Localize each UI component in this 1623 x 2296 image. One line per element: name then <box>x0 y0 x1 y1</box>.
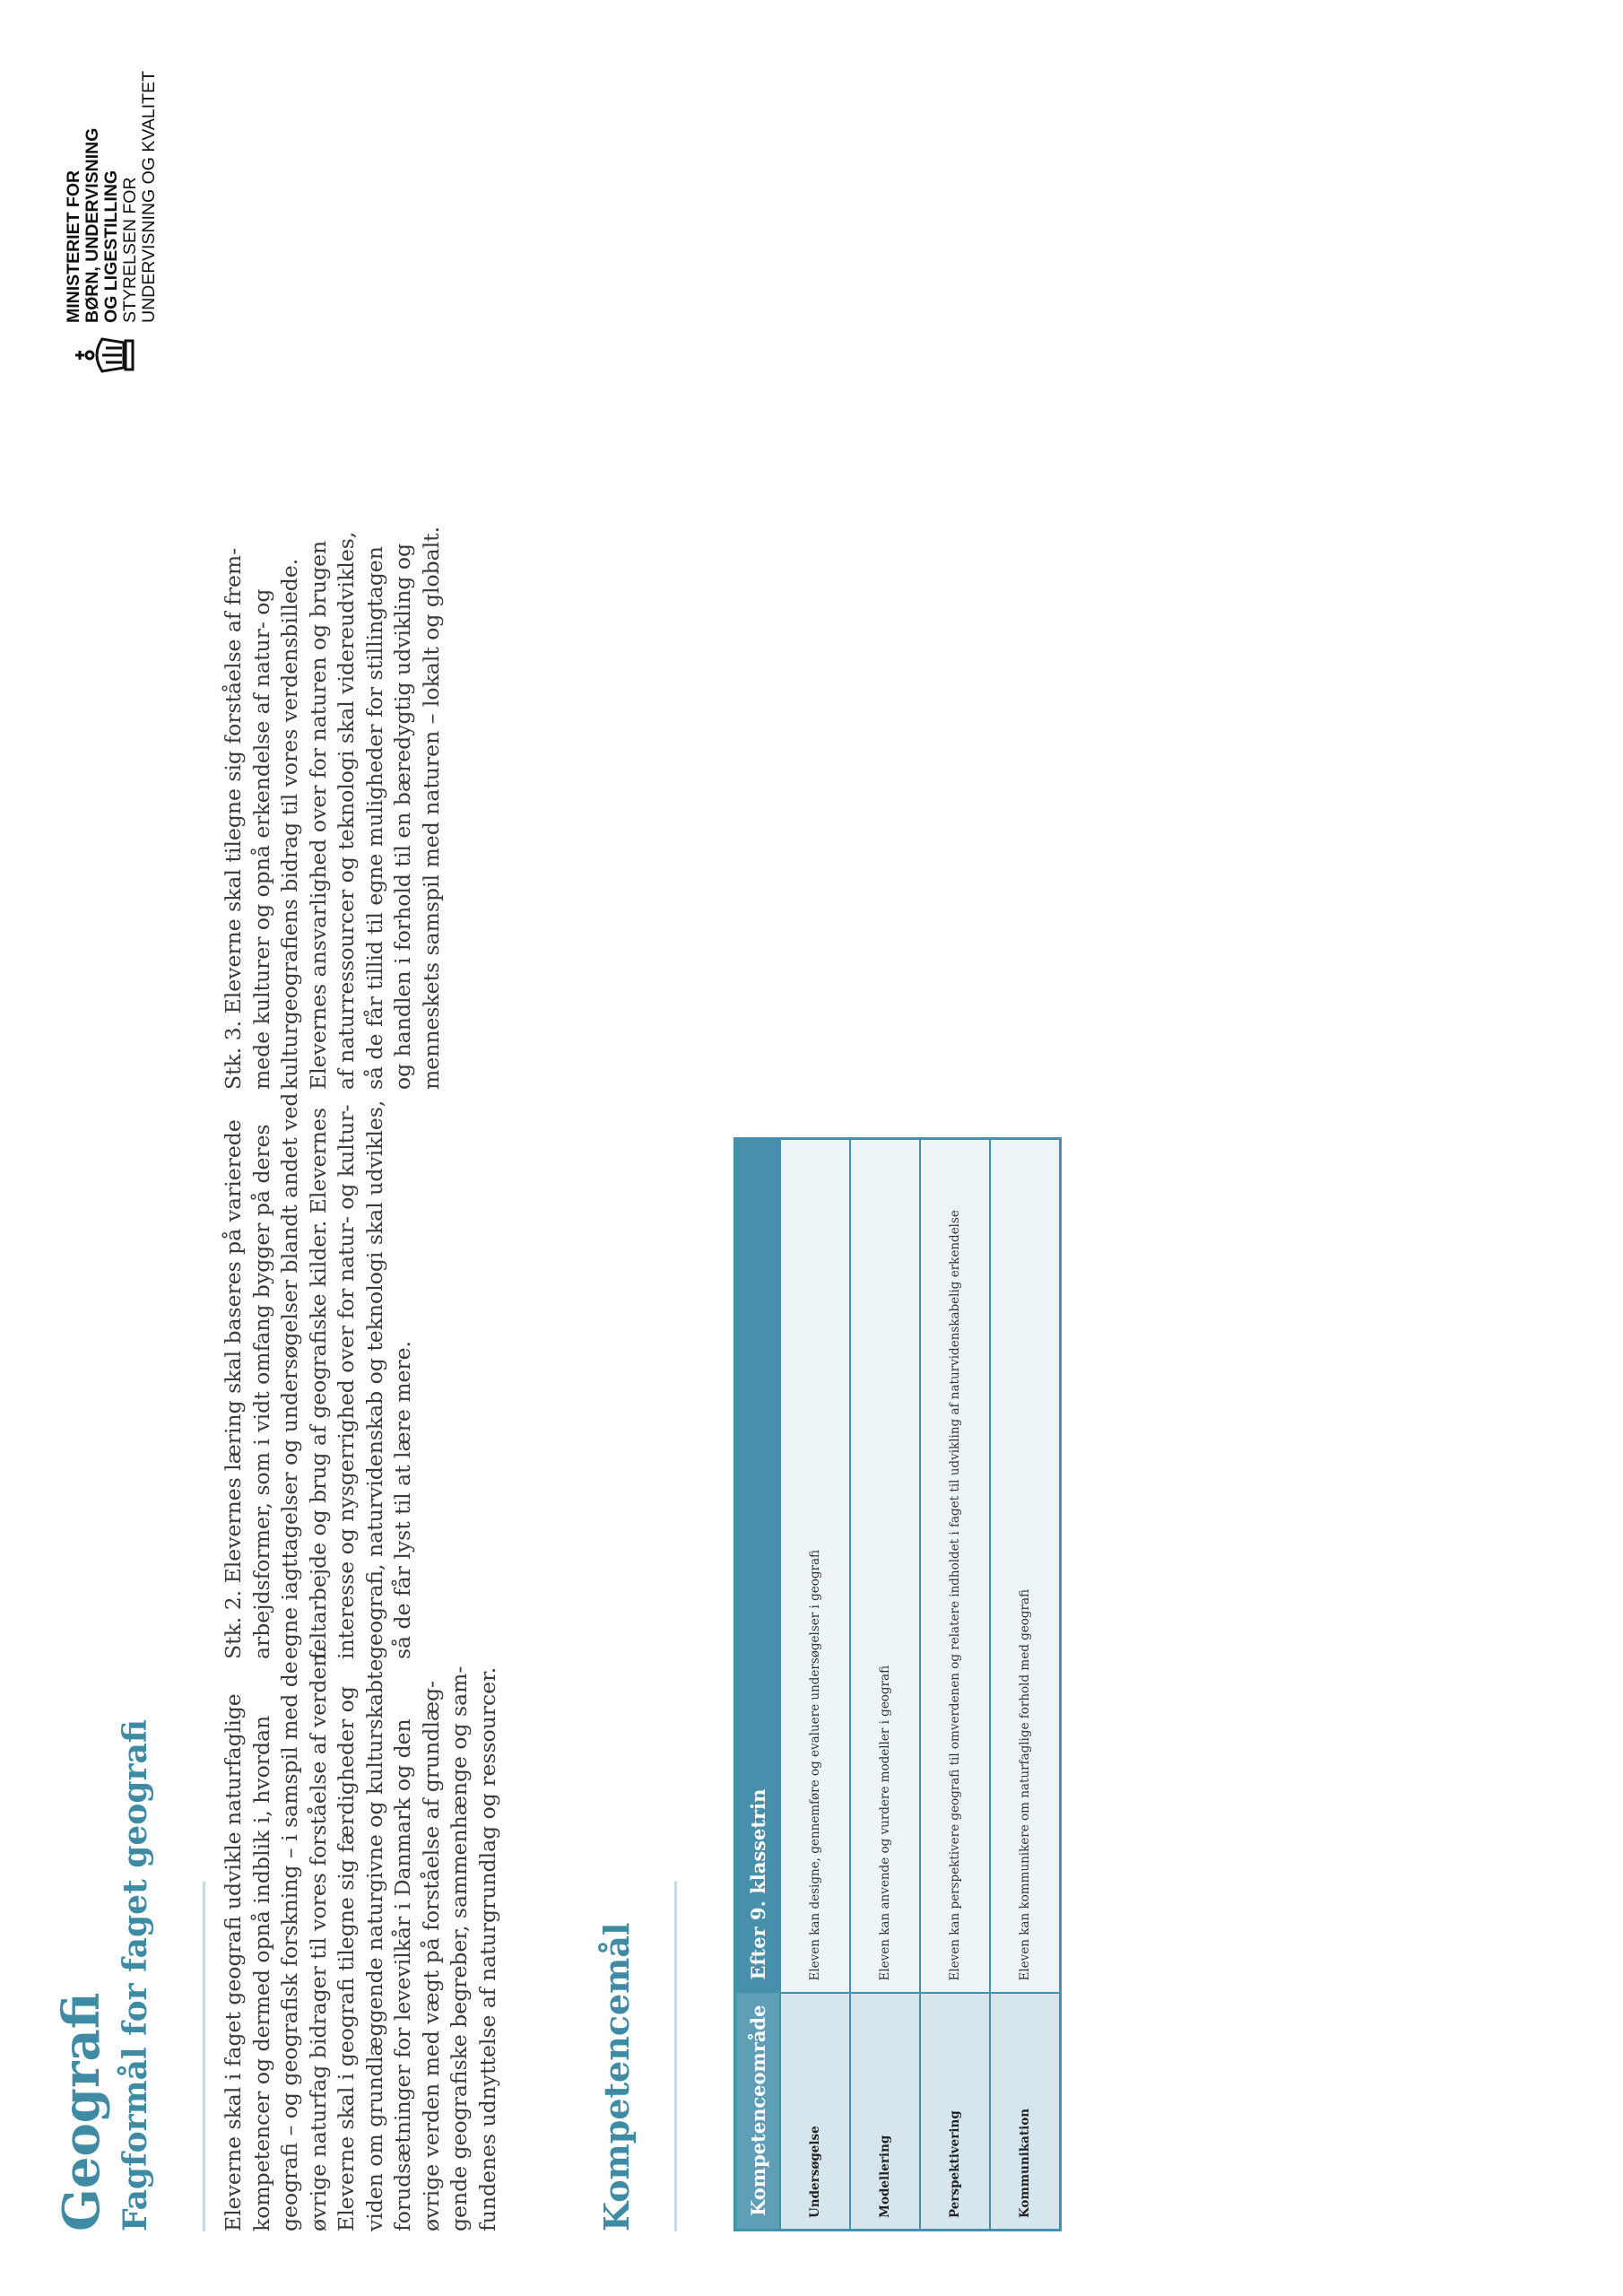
competence-goal: Eleven kan kommunikere om naturfaglige forhold med geografi <box>990 1139 1061 1993</box>
ministry-name <box>65 71 159 323</box>
text-line: Elevernes ansvarlighed over for naturen og brugen <box>305 540 331 1090</box>
table-row <box>920 1139 990 2231</box>
text-line: mede kulturer og opnå erkendelse af natur- og <box>248 588 274 1090</box>
intro-paragraph <box>220 1647 502 2231</box>
text-line: fundenes udnyttelse af naturgrundlag og ressourcer. <box>474 1666 500 2231</box>
text-line: viden om grundlæggende naturgivne og kulturskabte <box>361 1658 387 2231</box>
text-line: Eleverne skal i geografi tilegne sig færdigheder og <box>334 1686 359 2231</box>
table-row <box>990 1139 1061 2231</box>
text-line: gende geografiske begreber, sammenhænge og sam- <box>447 1665 472 2231</box>
text-line: egne iagttagelser og undersøgelser blandt andet ved <box>277 1092 302 1659</box>
text-line: menneskets samspil med naturen – lokalt og globalt. <box>418 526 444 1090</box>
text-line: interesse og nysgerrighed over for natur- og kultur- <box>334 1104 359 1659</box>
column-header: Kompetenceområde <box>735 1993 781 2231</box>
logo-line: MINISTERIET FOR <box>64 170 83 323</box>
text-line: af naturressourcer og teknologi skal videreudvikles, <box>334 531 359 1090</box>
stk3-paragraph <box>220 526 446 1090</box>
text-line: Eleverne skal i faget geografi udvikle naturfaglige <box>221 1693 246 2231</box>
stk2-paragraph <box>220 1093 418 1659</box>
divider <box>203 1882 205 2231</box>
competence-goal: Eleven kan anvende og vurdere modeller i geografi <box>850 1139 920 1993</box>
competence-area: Modellering <box>850 1993 920 2231</box>
text-line: feltarbejde og brug af geografiske kilder. Elevernes <box>305 1108 331 1659</box>
competence-goal: Eleven kan designe, gennemføre og evaluere undersøgelser i geografi <box>780 1139 850 1993</box>
text-line: og handlen i forhold til en bæredygtig udvikling og <box>390 543 415 1090</box>
text-line: så de får lyst til at lære mere. <box>390 1340 415 1659</box>
text-line: arbejdsformer, som i vidt omfang bygger på deres <box>248 1124 274 1659</box>
competence-area: Undersøgelse <box>780 1993 850 2231</box>
page-subtitle: Fagformål for faget geografi <box>117 1719 154 2231</box>
competence-area: Kommunikation <box>990 1993 1061 2231</box>
table-row <box>850 1139 920 2231</box>
text-line: kulturgeografiens bidrag til vores verdensbillede. <box>277 558 302 1090</box>
crown-icon <box>72 334 143 377</box>
logo-line: BØRN, UNDERVISNING <box>82 127 102 323</box>
text-line: Stk. 2. Elevernes læring skal baseres på varierede <box>221 1119 246 1659</box>
ministry-logo <box>65 54 172 377</box>
logo-line: UNDERVISNING OG KVALITET <box>139 71 159 323</box>
text-line: så de får tillid til egne muligheder for stillingtagen <box>361 546 387 1090</box>
section-heading-kompetencemaal: Kompetencemål <box>596 1922 637 2231</box>
text-line: Stk. 3. Eleverne skal tilegne sig forståelse af frem- <box>221 547 246 1090</box>
logo-line: STYRELSEN FOR <box>120 177 140 323</box>
competence-table <box>733 1137 1062 2231</box>
text-line: geografi, naturvidenskab og teknologi skal udvikles, <box>361 1100 387 1659</box>
competence-area: Perspektivering <box>920 1993 990 2231</box>
table-row <box>780 1139 850 2231</box>
column-header: Efter 9. klassetrin <box>735 1139 781 1993</box>
logo-line: OG LIGESTILLING <box>101 170 121 323</box>
page-title: Geografi <box>52 1992 111 2231</box>
divider <box>674 1882 677 2231</box>
text-line: øvrige naturfag bidrager til vores forståelse af verden. <box>305 1647 331 2231</box>
text-line: kompetencer og dermed opnå indblik i, hvordan <box>248 1715 274 2231</box>
text-line: øvrige verden med vægt på forståelse af grundlæg- <box>418 1681 444 2231</box>
text-line: geografi – og geografisk forskning – i samspil med de <box>277 1661 302 2231</box>
text-line: forudsætninger for levevilkår i Danmark og den <box>390 1718 415 2231</box>
table-header-row <box>735 1139 781 2231</box>
competence-goal: Eleven kan perspektivere geografi til omverdenen og relatere indholdet i faget til udvikling af naturvidenskabelig erkendelse <box>920 1139 990 1993</box>
